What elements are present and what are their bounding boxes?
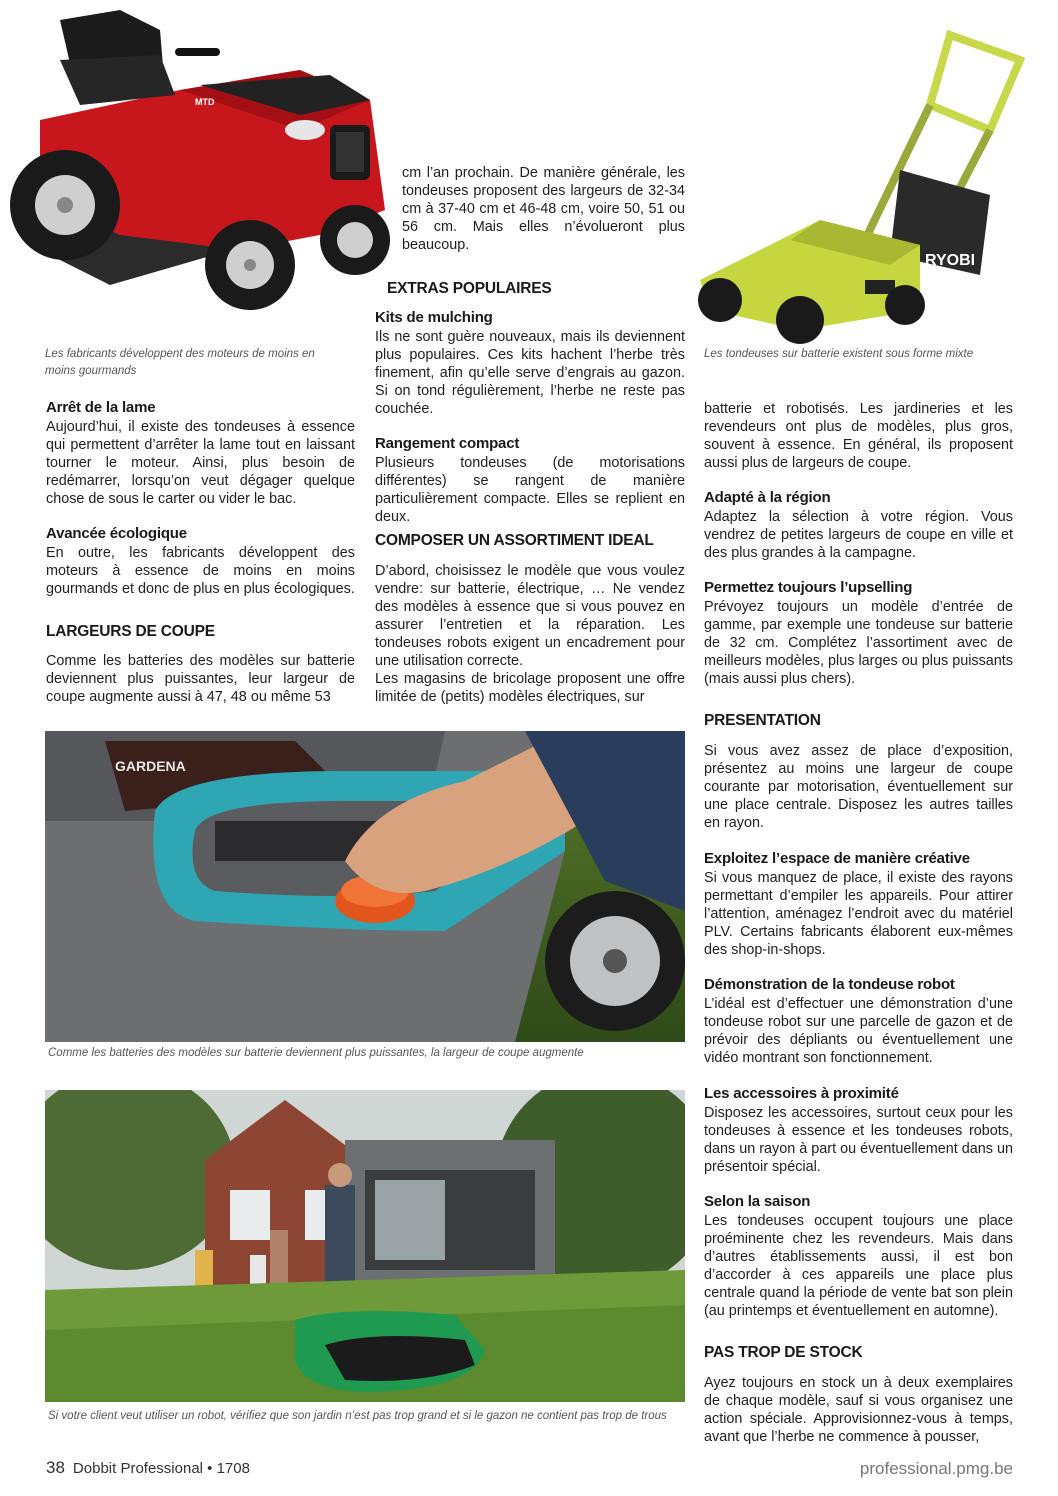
ryobi-caption: Les tondeuses sur batterie existent sous forme mixte — [704, 348, 974, 360]
composer-heading: COMPOSER UN ASSORTIMENT IDEAL — [375, 532, 654, 549]
largeurs-heading: LARGEURS DE COUPE — [46, 623, 215, 640]
upselling-text: Prévoyez toujours un modèle d’entrée de gamme, par exemple une tondeuse sur batterie de 32 cm. Complétez l’assortiment avec de meilleurs modèles, plus larges ou plus puissants (mais aussi plus chers). — [704, 599, 1013, 687]
accessoires-text: Disposez les accessoires, surtout ceux pour les tondeuses à essence et les tondeuses robots, dans un rayon à part ou éventuellement dans un présentoir spécial. — [704, 1105, 1013, 1175]
tractor-caption: Les fabricants développent des moteurs de moins en moins gourmands — [45, 348, 315, 377]
gardena-photo — [45, 731, 685, 1042]
family-robot-photo — [45, 1090, 685, 1402]
footer-left — [46, 1458, 250, 1478]
rangement-text: Plusieurs tondeuses (de motorisations différentes) se rangent de manière particulièrement compacte. Elles se replient en deux. — [375, 455, 685, 525]
ryobi-photo — [690, 10, 1030, 345]
accessoires-heading: Les accessoires à proximité — [704, 1085, 899, 1102]
exploitez-text: Si vous manquez de place, il existe des rayons permettant d’empiler les appareils. Pour attirer l’attention, aménagez l’endroit avec du matériel PLV. Certains fabricants élaborent eux-mêmes des shop-in-shops. — [704, 870, 1013, 958]
largeurs-text: Comme les batteries des modèles sur batterie deviennent plus puissantes, leur largeur de coupe augmente aussi à 47, 48 ou même 53 — [46, 653, 355, 705]
stock-heading: PAS TROP DE STOCK — [704, 1344, 863, 1361]
presentation-text: Si vous avez assez de place d’exposition, présentez au moins une largeur de coupe courante par motorisation, éventuellement sur une place centrale. Disposez les autres tailles en rayon. — [704, 743, 1013, 831]
exploitez-heading: Exploitez l’espace de manière créative — [704, 850, 970, 867]
avancee-text: En outre, les fabricants développent des moteurs à essence de moins en moins gourmands et donc de plus en plus écologiques. — [46, 545, 355, 597]
website-link[interactable]: professional.pmg.be — [859, 1459, 1013, 1478]
family-caption: Si votre client veut utiliser un robot, vérifiez que son jardin n’est pas trop grand et si le gazon ne contient pas trop de trous — [48, 1410, 667, 1422]
col3-continuation: batterie et robotisés. Les jardineries et les revendeurs ont plus de modèles, plus gros, souvent à essence. En général, ils proposent aussi plus de largeurs de coupe. — [704, 401, 1013, 471]
extras-heading: EXTRAS POPULAIRES — [387, 280, 552, 297]
saison-heading: Selon la saison — [704, 1193, 811, 1210]
demo-heading: Démonstration de la tondeuse robot — [704, 976, 955, 993]
composer-text-2: Les magasins de bricolage proposent une offre limitée de (petits) modèles électriques, sur — [375, 671, 685, 705]
arret-text: Aujourd’hui, il existe des tondeuses à essence qui permettent d’arrêter la lame tout en laissant tourner le moteur. Ainsi, plus besoin de redémarrer, lorsqu’on veut dégager quelque chose de sous le carter ou vider le bac. — [46, 419, 355, 507]
upselling-heading: Permettez toujours l’upselling — [704, 579, 913, 596]
saison-text: Les tondeuses occupent toujours une place proéminente chez les revendeurs. Mais dans d’autres établissements aussi, il est bon d’accorder à ces appareils une place plus centrale quand la période de vente bat son plein (au printemps et éventuellement en automne). — [704, 1213, 1013, 1319]
presentation-heading: PRESENTATION — [704, 712, 821, 729]
kits-heading: Kits de mulching — [375, 309, 493, 326]
kits-text: Ils ne sont guère nouveaux, mais ils deviennent plus populaires. Ces kits hachent l’herbe très finement, afin qu’elle serve d’engrais au gazon. Si on tond régulièrement, l’herbe ne reste pas couchée. — [375, 329, 685, 417]
intro-continuation: cm l’an prochain. De manière générale, les tondeuses proposent des largeurs de 32-34 cm à 37-40 cm et 46-48 cm, voire 50, 51 ou 56 cm. Mais elles n’évolueront plus beaucoup. — [402, 165, 685, 253]
composer-text-1: D’abord, choisissez le modèle que vous voulez vendre: sur batterie, électrique, … Ne vendez des modèles à essence que si vous pouvez en assurer l’entretien et la réparation. Les tondeuses robots exigent un encadrement pour une utilisation correcte. — [375, 563, 685, 669]
tractor-brand: MTD — [195, 97, 215, 107]
stock-text: Ayez toujours en stock un à deux exemplaires de chaque modèle, sauf si vous organisez une action spéciale. Approvisionnez-vous à temps, avant que l’herbe ne commence à pousser, — [704, 1375, 1013, 1445]
avancee-heading: Avancée écologique — [46, 525, 187, 542]
demo-text: L’idéal est d’effectuer une démonstration d’une tondeuse robot sur une parcelle de gazon et de prévoir des dépliants ou éventuellement une vidéo montrant son fonctionnement. — [704, 996, 1013, 1066]
page-number: 38 — [46, 1458, 65, 1477]
publication-name: Dobbit Professional • 1708 — [72, 1460, 250, 1477]
gardena-brand: GARDENA — [115, 758, 186, 774]
tractor-photo — [0, 0, 400, 330]
adapte-text: Adaptez la sélection à votre région. Vous vendrez de petites largeurs de coupe en ville et des plus grandes à la campagne. — [704, 509, 1013, 561]
gardena-caption: Comme les batteries des modèles sur batterie deviennent plus puissantes, la largeur de coupe augmente — [48, 1047, 584, 1059]
adapte-heading: Adapté à la région — [704, 489, 831, 506]
ryobi-brand: RYOBI — [925, 252, 976, 269]
arret-heading: Arrêt de la lame — [46, 399, 156, 416]
rangement-heading: Rangement compact — [375, 435, 520, 452]
